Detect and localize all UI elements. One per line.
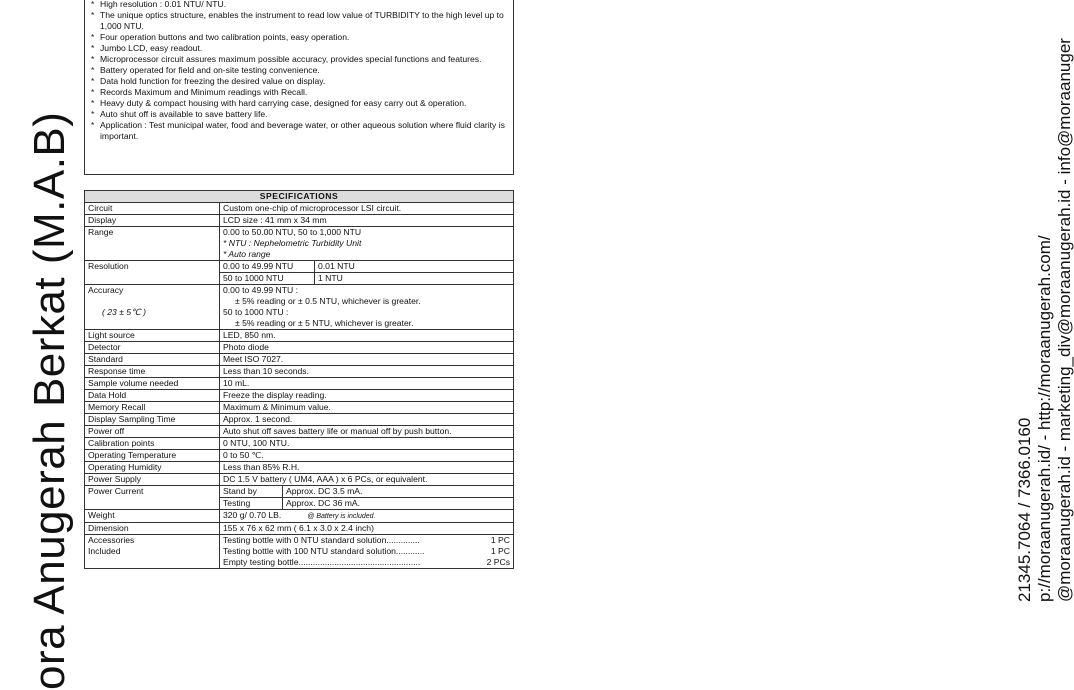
feature-item: * High resolution : 0.01 NTU/ NTU. — [91, 0, 227, 9]
accessory-item: Empty testing bottle................................................... 2 PCs — [223, 557, 510, 567]
table-row: Accessories Included Testing bottle with 0 NTU standard solution.............. 1 PC Testing bottle with 100 NTU standard solution............ 1 PC Empty testing bottle................................................... 2 PCs — [85, 535, 514, 569]
watermark-emails: @moraanugerah.id - marketing_div@moraanugerah.id - info@moraanuger — [1055, 38, 1074, 602]
table-row: Data Hold Freeze the display reading. — [85, 390, 514, 402]
table-row: Accuracy ( 23 ± 5℃ ) 0.00 to 49.99 NTU : ± 5% reading or ± 0.5 NTU, whichever is greater. 50 to 1000 NTU : ± 5% reading or ± 5 NTU, whichever is greater. — [85, 285, 514, 330]
table-row: Display Sampling Time Approx. 1 second. — [85, 414, 514, 426]
accessory-item: Testing bottle with 100 NTU standard solution............ 1 PC — [223, 546, 510, 556]
table-row: Sample volume needed 10 mL. — [85, 378, 514, 390]
table-row: Response time Less than 10 seconds. — [85, 366, 514, 378]
table-row: Range 0.00 to 50.00 NTU, 50 to 1,000 NTU * NTU : Nephelometric Turbidity Unit * Auto range — [85, 227, 514, 261]
specifications-table — [84, 190, 514, 569]
resolution-subtable: 0.00 to 49.99 NTU 0.01 NTU 50 to 1000 NTU 1 NTU — [220, 261, 513, 284]
feature-item: * Microprocessor circuit assures maximum possible accuracy, provides special functions and features. — [91, 54, 482, 64]
table-row: Detector Photo diode — [85, 342, 514, 354]
table-row: Light source LED, 850 nm. — [85, 330, 514, 342]
feature-item: * Heavy duty & compact housing with hard carrying case, designed for easy carry out & operation. — [91, 98, 467, 108]
table-row: Power off Auto shut off saves battery life or manual off by push button. — [85, 426, 514, 438]
table-row: Calibration points 0 NTU, 100 NTU. — [85, 438, 514, 450]
table-row: Resolution 0.00 to 49.99 NTU 0.01 NTU 50 to 1000 NTU 1 NTU — [85, 261, 514, 285]
table-row: Memory Recall Maximum & Minimum value. — [85, 402, 514, 414]
table-row: Operating Humidity Less than 85% R.H. — [85, 462, 514, 474]
power-current-subtable: Stand by Approx. DC 3.5 mA. Testing Approx. DC 36 mA. — [220, 486, 513, 509]
watermark-company-name: ora Anugerah Berkat (M.A.B) — [25, 111, 74, 690]
watermark-right — [500, 0, 1074, 602]
feature-item: * Four operation buttons and two calibration points, easy operation. — [91, 32, 350, 42]
feature-item: * Data hold function for freezing the desired value on display. — [91, 76, 326, 86]
feature-item: * Application : Test municipal water, food and beverage water, or other aqueous solution where fluid clarity is important. — [91, 120, 505, 141]
specifications-title: SPECIFICATIONS — [85, 191, 514, 203]
table-row: Power Supply DC 1.5 V battery ( UM4, AAA ) x 6 PCs, or equivalent. — [85, 474, 514, 486]
accessory-item: Testing bottle with 0 NTU standard solution.............. 1 PC — [223, 535, 510, 545]
table-row: Operating Temperature 0 to 50 ℃. — [85, 450, 514, 462]
table-row: Dimension 155 x 76 x 62 mm ( 6.1 x 3.0 x 2.4 inch) — [85, 523, 514, 535]
watermark-urls: p://moraanugerah.id/ - http://moraanugerah.com/ — [1035, 235, 1054, 602]
table-row: Circuit Custom one-chip of microprocessor LSI circuit. — [85, 203, 514, 215]
feature-item: * Battery operated for field and on-site testing convenience. — [91, 65, 320, 75]
table-row: Weight 320 g/ 0.70 LB. @ Battery is included. — [85, 510, 514, 523]
table-row: Power Current Stand by Approx. DC 3.5 mA. Testing Approx. DC 36 mA. — [85, 486, 514, 510]
feature-item: * Auto shut off is available to save battery life. — [91, 109, 268, 119]
watermark-phone: 21345.7064 / 7366.0160 — [1015, 417, 1034, 602]
table-row: Display LCD size : 41 mm x 34 mm — [85, 215, 514, 227]
feature-item: * Jumbo LCD, easy readout. — [91, 43, 203, 53]
feature-item: * Records Maximum and Minimum readings with Recall. — [91, 87, 308, 97]
table-row: Standard Meet ISO 7027. — [85, 354, 514, 366]
features-box — [84, 0, 514, 175]
feature-item: * The unique optics structure, enables the instrument to read low value of TURBIDITY to the high level up to 1,000 NTU. — [91, 10, 504, 31]
watermark-left — [0, 0, 86, 690]
